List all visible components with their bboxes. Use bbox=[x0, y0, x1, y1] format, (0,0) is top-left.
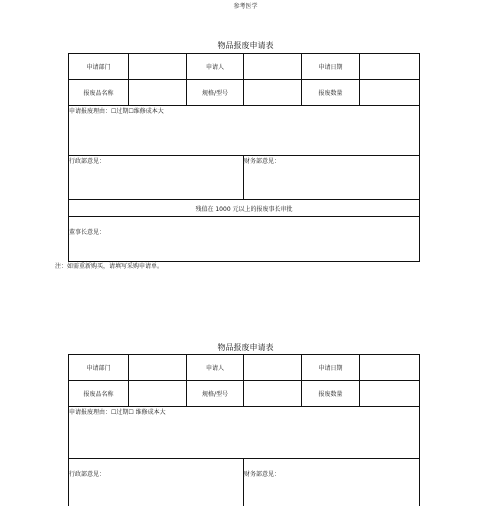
dept-field[interactable] bbox=[129, 355, 187, 381]
applicant-field[interactable] bbox=[244, 355, 302, 381]
form-note: 注：如需重新购买，请填写采购申请单。 bbox=[55, 263, 164, 270]
reason-options: ☐过期☐ 维修成本大 bbox=[111, 409, 166, 416]
chairman-opinion-cell[interactable] bbox=[69, 217, 420, 262]
date-field[interactable] bbox=[360, 355, 420, 381]
qty-label: 报废数量 bbox=[302, 381, 360, 407]
scrap-request-form bbox=[68, 53, 420, 262]
reason-cell[interactable] bbox=[69, 407, 420, 459]
finance-opinion-label: 财务部意见： bbox=[244, 158, 281, 165]
applicant-label: 申请人 bbox=[187, 54, 244, 80]
applicant-label: 申请人 bbox=[187, 355, 244, 381]
spec-field[interactable] bbox=[244, 80, 302, 106]
form-2-region bbox=[0, 340, 491, 506]
form-title: 物品报废申请表 bbox=[217, 343, 274, 352]
dept-label: 申请部门 bbox=[69, 54, 129, 80]
dept-field[interactable] bbox=[129, 54, 187, 80]
reason-options: ☐过期☐维修成本大 bbox=[111, 108, 164, 115]
applicant-field[interactable] bbox=[244, 54, 302, 80]
date-label: 申请日期 bbox=[302, 54, 360, 80]
item-name-label: 报废品名称 bbox=[69, 381, 129, 407]
spec-field[interactable] bbox=[244, 381, 302, 407]
dept-label: 申请部门 bbox=[69, 355, 129, 381]
finance-opinion-label: 财务部意见： bbox=[244, 471, 281, 478]
admin-opinion-label: 行政部意见： bbox=[69, 471, 106, 478]
admin-opinion-label: 行政部意见： bbox=[69, 158, 106, 165]
scrap-request-form-2 bbox=[68, 354, 420, 506]
qty-field[interactable] bbox=[360, 381, 420, 407]
finance-opinion-cell[interactable] bbox=[244, 156, 420, 200]
finance-opinion-cell[interactable] bbox=[244, 459, 420, 506]
spec-label: 规格/型号 bbox=[187, 381, 244, 407]
reason-label: 申请报废理由： bbox=[69, 409, 112, 416]
item-name-field[interactable] bbox=[129, 381, 187, 407]
reason-label: 申请报废理由： bbox=[69, 108, 112, 115]
admin-opinion-cell[interactable] bbox=[69, 156, 244, 200]
form-title: 物品报废申请表 bbox=[217, 41, 274, 50]
qty-field[interactable] bbox=[360, 80, 420, 106]
admin-opinion-cell[interactable] bbox=[69, 459, 244, 506]
qty-label: 报废数量 bbox=[302, 80, 360, 106]
spec-label: 规格/型号 bbox=[187, 80, 244, 106]
approval-rule: 残值在 1000 元以上的报废事长审批 bbox=[69, 200, 420, 217]
item-name-label: 报废品名称 bbox=[69, 80, 129, 106]
date-field[interactable] bbox=[360, 54, 420, 80]
reason-cell[interactable] bbox=[69, 106, 420, 156]
chairman-opinion-label: 董事长意见： bbox=[69, 229, 106, 236]
date-label: 申请日期 bbox=[302, 355, 360, 381]
page-header: 参考医学 bbox=[233, 3, 258, 10]
item-name-field[interactable] bbox=[129, 80, 187, 106]
